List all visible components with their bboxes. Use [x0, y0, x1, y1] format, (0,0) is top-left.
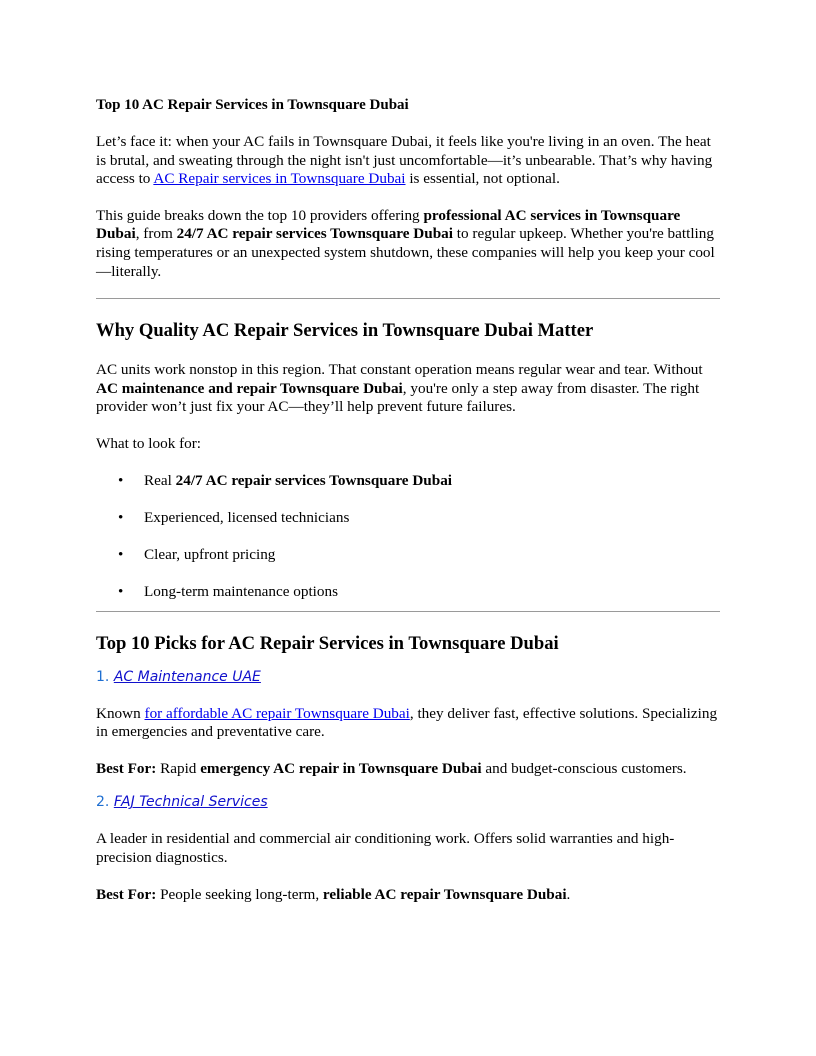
bullet-icon: • [118, 583, 124, 601]
intro2-text-2: , from [135, 225, 177, 243]
intro-paragraph-2 [96, 207, 720, 281]
best-for-label: Best For: [96, 885, 157, 903]
intro1-text-end: is essential, not optional. [405, 170, 560, 188]
what-to-look-for: What to look for: [96, 434, 202, 452]
list-item-text: Experienced, licensed technicians [144, 508, 350, 526]
document-page [96, 95, 720, 922]
divider-1 [96, 298, 720, 299]
bullet-icon: • [118, 471, 124, 489]
best-for-bold: reliable AC repair Townsquare Dubai [322, 885, 567, 903]
section1-text-1: AC units work nonstop in this region. That constant operation means regular wear and tear. Without [96, 361, 703, 379]
intro2-text-1: This guide breaks down the top 10 providers offering [96, 206, 424, 224]
section1-bold-1: AC maintenance and repair Townsquare Dubai [96, 379, 403, 397]
best-for-text-1: People seeking long-term, [156, 885, 323, 903]
best-for-text-2: and budget-conscious customers. [481, 759, 687, 777]
pick-number: 1. [96, 668, 110, 685]
pick-heading-1 [96, 668, 720, 686]
pick-number: 2. [96, 794, 110, 811]
intro2-text-3: to regular upkeep. Whether you're battling rising temperatures or an unexpected system shutdown, these companies will help you keep your cool—literally. [96, 225, 715, 280]
section-heading-why-quality: Why Quality AC Repair Services in Townsquare Dubai Matter [96, 320, 594, 342]
best-for-text-1: Rapid [156, 759, 201, 777]
intro1-text: Let’s face it: when your AC fails in Townsquare Dubai, it feels like you're living in an oven. The heat is brutal, and sweating through the night isn't just uncomfortable—it’s unbearable. That’s why having access to [96, 133, 713, 188]
list-item [96, 583, 720, 602]
criteria-list [96, 472, 720, 602]
best-for-text-2: . [566, 885, 571, 903]
faj-technical-services-link[interactable]: FAJ Technical Services [113, 794, 268, 811]
affordable-ac-repair-link[interactable]: for affordable AC repair Townsquare Dubai [144, 704, 410, 722]
divider-2 [96, 611, 720, 612]
best-for-label: Best For: [96, 759, 157, 777]
section1-text-2: , you're only a step away from disaster. The right provider won’t just fix your AC—they’ll help prevent future failures. [96, 379, 700, 416]
bullet-icon: • [118, 545, 124, 563]
intro-paragraph-1 [96, 133, 720, 189]
pick-2-description: A leader in residential and commercial air conditioning work. Offers solid warranties and high-precision diagnostics. [96, 830, 675, 867]
ac-maintenance-uae-link[interactable]: AC Maintenance UAE [113, 668, 261, 685]
intro2-bold-2: 24/7 AC repair services Townsquare Dubai [176, 225, 453, 243]
section-heading-top-10-picks: Top 10 Picks for AC Repair Services in Townsquare Dubai [96, 632, 559, 654]
list-item [96, 509, 720, 528]
bullet-icon: • [118, 508, 124, 526]
list-item-text: Long-term maintenance options [144, 583, 339, 601]
list-item-text: Clear, upfront pricing [144, 545, 276, 563]
list-item [96, 546, 720, 565]
pick-2-best-for [96, 886, 720, 905]
pick-heading-2 [96, 793, 720, 811]
list-item-bold: 24/7 AC repair services Townsquare Dubai [175, 471, 453, 489]
list-item [96, 472, 720, 491]
pick-1-best-for [96, 760, 720, 779]
best-for-bold: emergency AC repair in Townsquare Dubai [200, 759, 482, 777]
pick-1-desc-text-end: , they deliver fast, effective solutions. Specializing in emergencies and preventative care. [96, 704, 718, 741]
intro2-bold-1: professional AC services in Townsquare Dubai [96, 206, 681, 243]
list-item-text: Real [144, 471, 176, 489]
ac-repair-services-link[interactable]: AC Repair services in Townsquare Dubai [153, 170, 406, 188]
pick-1-description [96, 705, 720, 742]
section1-paragraph [96, 361, 720, 417]
document-title: Top 10 AC Repair Services in Townsquare Dubai [96, 97, 409, 113]
pick-1-desc-text: Known [96, 704, 145, 722]
